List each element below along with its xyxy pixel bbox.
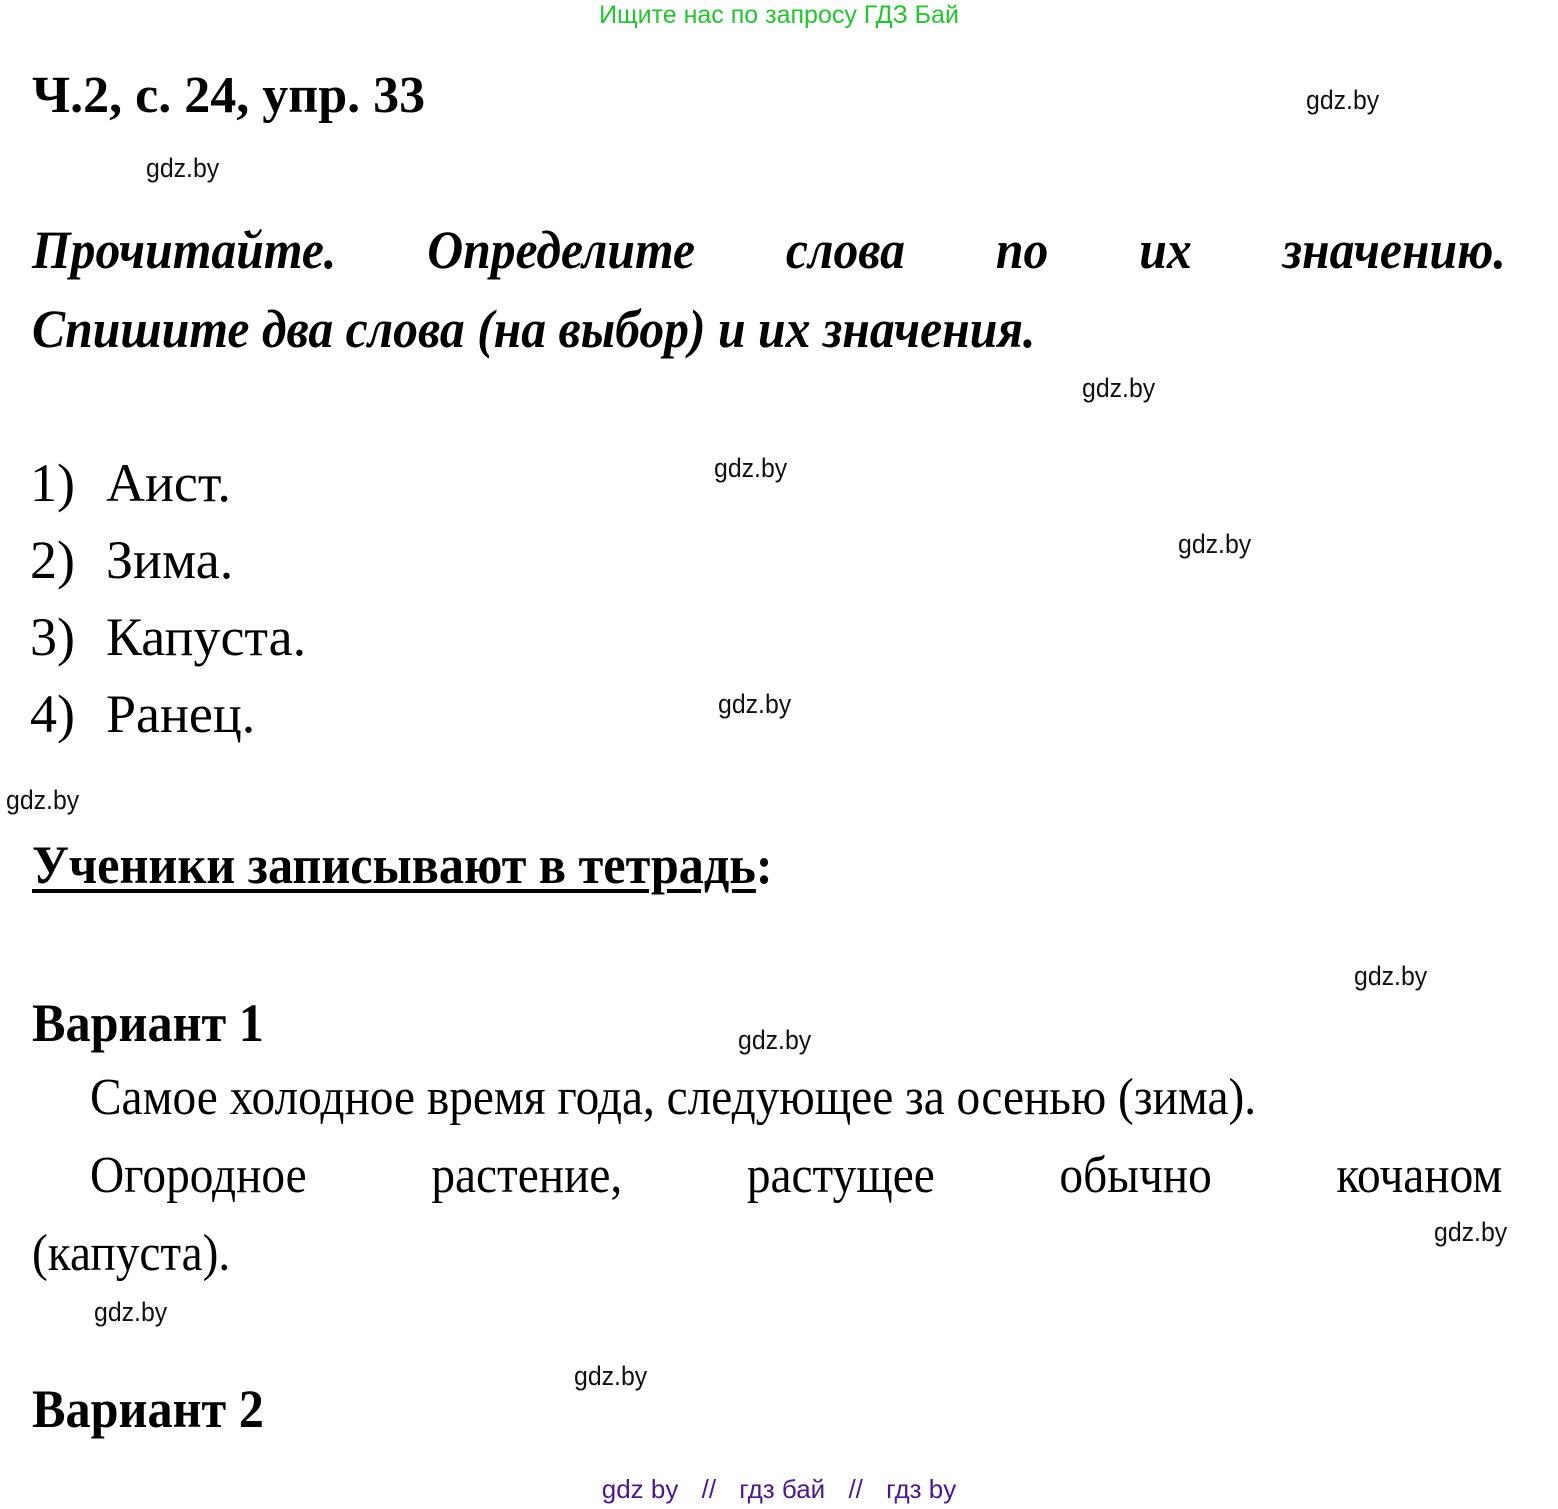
task-word: по [995, 220, 1049, 280]
task-word: значению. [1282, 220, 1506, 280]
watermark: gdz.by [1354, 961, 1428, 991]
task-instruction-line-2: Спишите два слова (на выбор) и их значения. [32, 299, 1036, 359]
list-item-text: Ранец. [106, 684, 256, 744]
watermark: gdz.by [1434, 1217, 1508, 1247]
list-item-number: 1) [30, 453, 75, 513]
watermark: gdz.by [718, 689, 792, 719]
footer-link-gdz-by-cyr[interactable]: гдз by [886, 1474, 957, 1504]
footer-link-gdz-bai[interactable]: гдз бай [739, 1474, 826, 1504]
watermark: gdz.by [574, 1361, 648, 1391]
watermark: gdz.by [1082, 373, 1156, 403]
answer-word: обычно [1059, 1147, 1212, 1204]
answer-word: Огородное [90, 1147, 307, 1204]
footer-links [0, 1473, 1558, 1505]
variant-1-answer-line-2 [90, 1143, 1502, 1209]
list-item [30, 599, 306, 676]
exercise-title: Ч.2, с. 24, упр. 33 [32, 67, 426, 124]
search-hint-banner: Ищите нас по запросу ГДЗ Бай [599, 1, 959, 29]
list-item-text: Аист. [106, 453, 231, 513]
footer-separator: // [701, 1474, 717, 1504]
footer-link-gdz-by[interactable]: gdz by [601, 1474, 679, 1504]
variant-1-answer-line-1: Самое холодное время года, следующее за осенью (зима). [90, 1069, 1257, 1126]
task-word: Прочитайте. [32, 220, 337, 280]
section-heading-text: Ученики записывают в тетрадь [32, 835, 756, 895]
watermark: gdz.by [714, 453, 788, 483]
section-heading [32, 832, 773, 898]
list-item [30, 445, 306, 522]
task-word: Определите [427, 220, 696, 280]
task-word: слова [785, 220, 905, 280]
answer-word: растущее [746, 1147, 935, 1204]
task-word: их [1139, 220, 1192, 280]
variant-2-heading: Вариант 2 [32, 1379, 264, 1439]
watermark: gdz.by [146, 153, 220, 183]
variant-1-answer-line-3: (капуста). [32, 1225, 231, 1282]
list-item-number: 2) [30, 530, 75, 590]
watermark: gdz.by [738, 1025, 812, 1055]
footer-separator: // [848, 1474, 863, 1504]
watermark: gdz.by [1306, 85, 1380, 115]
answer-word: кочаном [1336, 1147, 1503, 1204]
task-instruction-line-1 [32, 217, 1506, 283]
list-item [30, 522, 306, 599]
word-list [30, 445, 306, 753]
watermark: gdz.by [94, 1297, 168, 1327]
watermark: gdz.by [1178, 529, 1252, 559]
list-item-text: Капуста. [106, 607, 307, 667]
list-item [30, 676, 306, 753]
list-item-number: 4) [30, 684, 75, 744]
list-item-text: Зима. [106, 530, 234, 590]
list-item-number: 3) [30, 607, 75, 667]
answer-word: растение, [431, 1147, 623, 1204]
section-heading-colon: : [755, 835, 773, 895]
variant-1-heading: Вариант 1 [32, 993, 264, 1053]
watermark: gdz.by [6, 785, 80, 815]
